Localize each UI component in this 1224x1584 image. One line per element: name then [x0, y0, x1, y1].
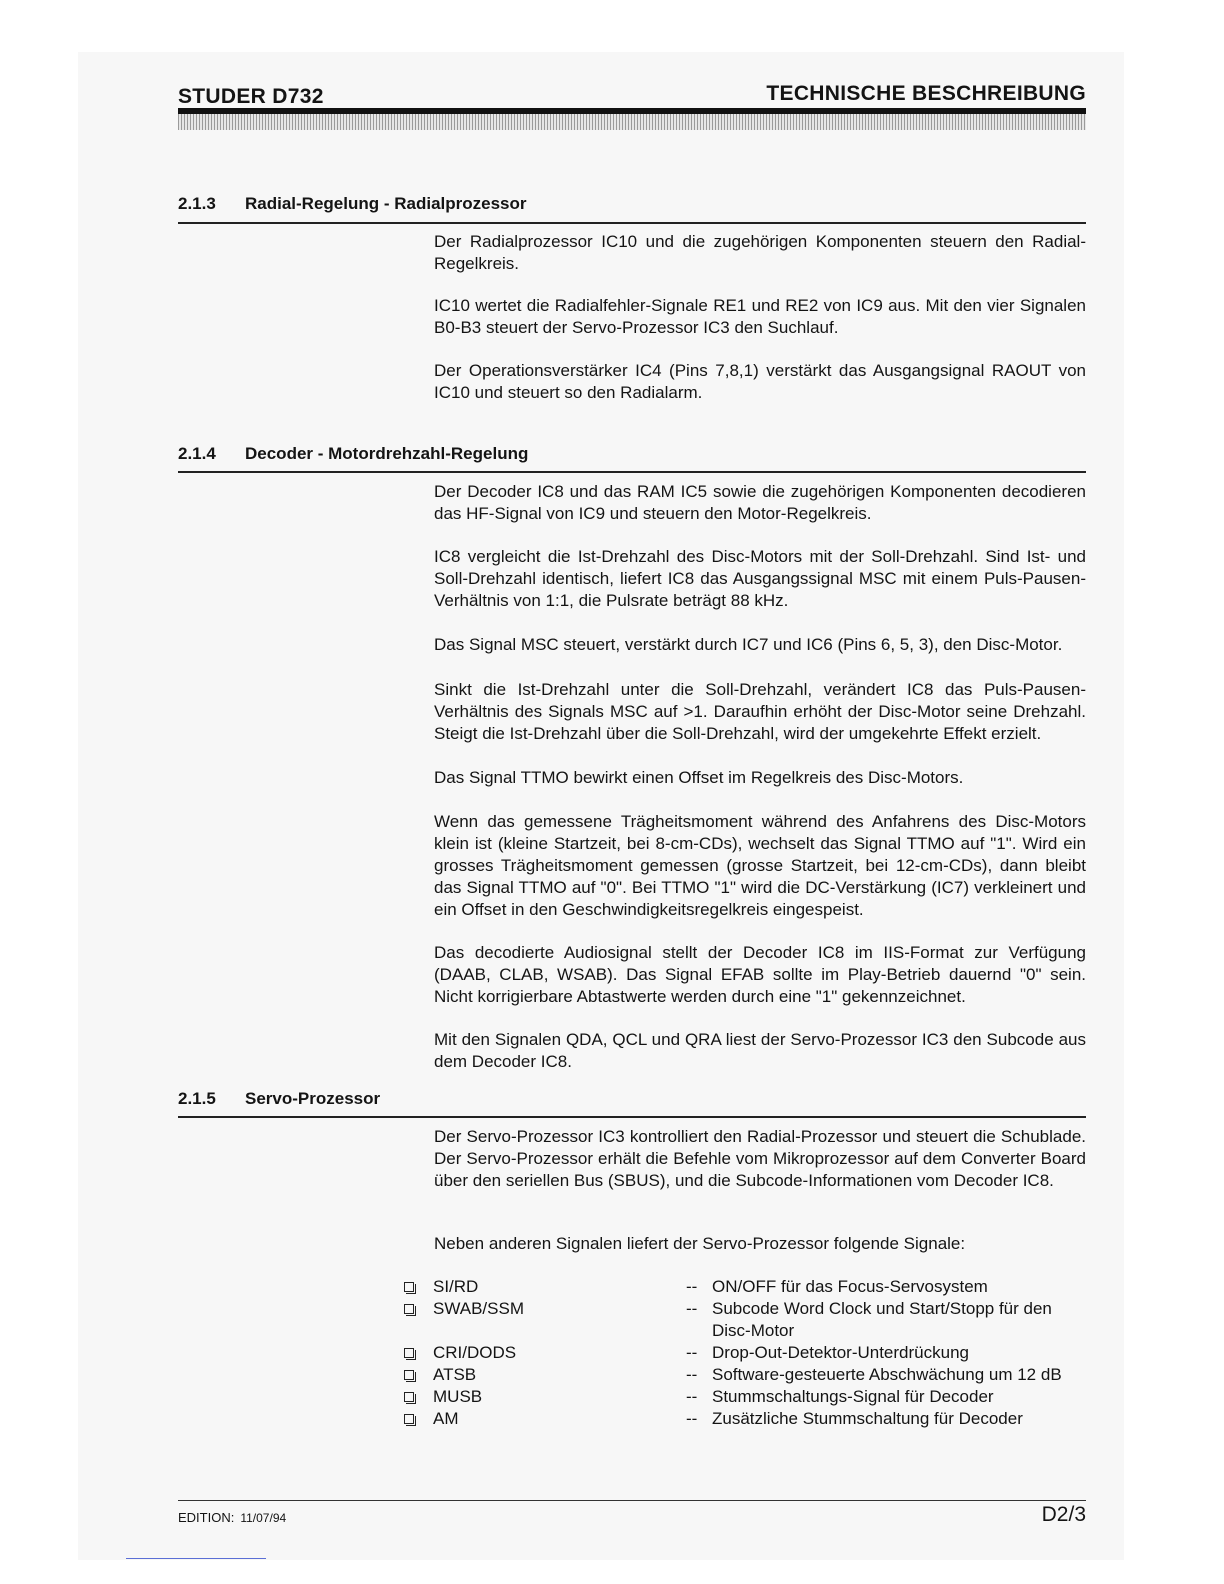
section-heading: Radial-Regelung - Radialprozessor	[245, 194, 527, 213]
checkbox-bullet-icon	[404, 1370, 414, 1380]
paragraph: Sinkt die Ist-Drehzahl unter die Soll-Drehzahl, verändert IC8 das Puls-Pausen-Verhältnis des Signals MSC auf >1. Daraufhin erhöht der Disc-Motor seine Drehzahl. Steigt die Ist-Drehzahl über die Soll-Drehzahl, wird der umgekehrte Effekt erzielt.	[434, 680, 1086, 743]
list-item	[402, 1276, 1092, 1298]
margin-line	[126, 1558, 266, 1559]
section-number: 2.1.5	[178, 1089, 216, 1108]
signal-description: Software-gesteuerte Abschwächung um 12 dB	[712, 1365, 1062, 1384]
section-divider	[178, 1116, 1086, 1118]
signal-name: SI/RD	[433, 1277, 479, 1296]
separator: --	[686, 1387, 698, 1406]
section-divider	[178, 222, 1086, 224]
paragraph: Der Decoder IC8 und das RAM IC5 sowie die zugehörigen Komponenten decodieren das HF-Signal von IC9 und steuern den Motor-Regelkreis.	[434, 482, 1086, 523]
list-item	[402, 1342, 1092, 1364]
separator: --	[686, 1277, 698, 1296]
list-item	[402, 1298, 1092, 1342]
header-product-name: STUDER D732	[178, 85, 324, 108]
paragraph: IC8 vergleicht die Ist-Drehzahl des Disc-Motors mit der Soll-Drehzahl. Sind Ist- und Soll-Drehzahl identisch, liefert IC8 das Ausgangssignal MSC mit einem Puls-Pausen-Verhältnis von 1:1, die Pulsrate beträgt 88 kHz.	[434, 547, 1086, 610]
checkbox-bullet-icon	[404, 1348, 414, 1358]
separator: --	[686, 1365, 698, 1384]
list-item	[402, 1364, 1092, 1386]
section-divider	[178, 471, 1086, 473]
edition-label: EDITION:	[178, 1510, 235, 1525]
paragraph: Neben anderen Signalen liefert der Servo-Prozessor folgende Signale:	[434, 1234, 966, 1253]
paragraph: Das Signal MSC steuert, verstärkt durch IC7 und IC6 (Pins 6, 5, 3), den Disc-Motor.	[434, 635, 1063, 654]
signal-name: SWAB/SSM	[433, 1299, 524, 1318]
signal-name: AM	[433, 1409, 459, 1428]
signal-name: CRI/DODS	[433, 1343, 517, 1362]
section-number: 2.1.4	[178, 444, 216, 463]
edition-date: 11/07/94	[240, 1511, 287, 1525]
section-heading: Decoder - Motordrehzahl-Regelung	[245, 444, 529, 463]
header-hatch-band	[178, 114, 1086, 130]
checkbox-bullet-icon	[404, 1414, 414, 1424]
signal-name: MUSB	[433, 1387, 483, 1406]
signal-description: Drop-Out-Detektor-Unterdrückung	[712, 1343, 969, 1362]
footer-rule	[178, 1500, 1086, 1501]
page-number: D2/3	[1041, 1503, 1086, 1526]
paragraph: Der Radialprozessor IC10 und die zugehörigen Komponenten steuern den Radial-Regelkreis.	[434, 232, 1086, 273]
paragraph: Das decodierte Audiosignal stellt der Decoder IC8 im IIS-Format zur Verfügung (DAAB, CLAB, WSAB). Das Signal EFAB sollte im Play-Betrieb dauernd "0" sein. Nicht korrigierbare Abtastwerte werden durch eine "1" gekennzeichnet.	[434, 943, 1086, 1006]
separator: --	[686, 1299, 698, 1318]
section-number: 2.1.3	[178, 194, 216, 213]
separator: --	[686, 1409, 698, 1428]
signal-description: Zusätzliche Stummschaltung für Decoder	[712, 1409, 1023, 1428]
list-item	[402, 1386, 1092, 1408]
signal-name: ATSB	[433, 1365, 477, 1384]
signal-description: Stummschaltungs-Signal für Decoder	[712, 1387, 994, 1406]
paragraph: Der Operationsverstärker IC4 (Pins 7,8,1) verstärkt das Ausgangsignal RAOUT von IC10 und steuert so den Radialarm.	[434, 361, 1086, 402]
paragraph: Wenn das gemessene Trägheitsmoment während des Anfahrens des Disc-Motors klein ist (kleine Startzeit, bei 8-cm-CDs), wechselt das Signal TTMO auf "1". Wird ein grosses Trägheitsmoment gemessen (grosse Startzeit, bei 12-cm-CDs), dann bleibt das Signal TTMO auf "0". Bei TTMO "1" wird die DC-Verstärkung (IC7) verkleinert und ein Offset in den Geschwindigkeitsregelkreis eingespeist.	[434, 812, 1086, 919]
footer-edition	[178, 1510, 286, 1525]
signal-description: Subcode Word Clock und Start/Stopp für den Disc-Motor	[712, 1299, 1052, 1340]
signal-list	[402, 1276, 1092, 1430]
checkbox-bullet-icon	[404, 1392, 414, 1402]
checkbox-bullet-icon	[404, 1304, 414, 1314]
separator: --	[686, 1343, 698, 1362]
list-item	[402, 1408, 1092, 1430]
signal-description: ON/OFF für das Focus-Servosystem	[712, 1277, 988, 1296]
checkbox-bullet-icon	[404, 1282, 414, 1292]
paragraph: Das Signal TTMO bewirkt einen Offset im Regelkreis des Disc-Motors.	[434, 768, 964, 787]
header-document-title: TECHNISCHE BESCHREIBUNG	[766, 82, 1086, 105]
section-heading: Servo-Prozessor	[245, 1089, 381, 1108]
paragraph: Der Servo-Prozessor IC3 kontrolliert den Radial-Prozessor und steuert die Schublade. Der Servo-Prozessor erhält die Befehle vom Mikroprozessor auf dem Converter Board über den seriellen Bus (SBUS), und die Subcode-Informationen vom Decoder IC8.	[434, 1127, 1086, 1190]
paragraph: Mit den Signalen QDA, QCL und QRA liest der Servo-Prozessor IC3 den Subcode aus dem Decoder IC8.	[434, 1030, 1086, 1071]
paragraph: IC10 wertet die Radialfehler-Signale RE1 und RE2 von IC9 aus. Mit den vier Signalen B0-B3 steuert der Servo-Prozessor IC3 den Suchlauf.	[434, 296, 1086, 337]
